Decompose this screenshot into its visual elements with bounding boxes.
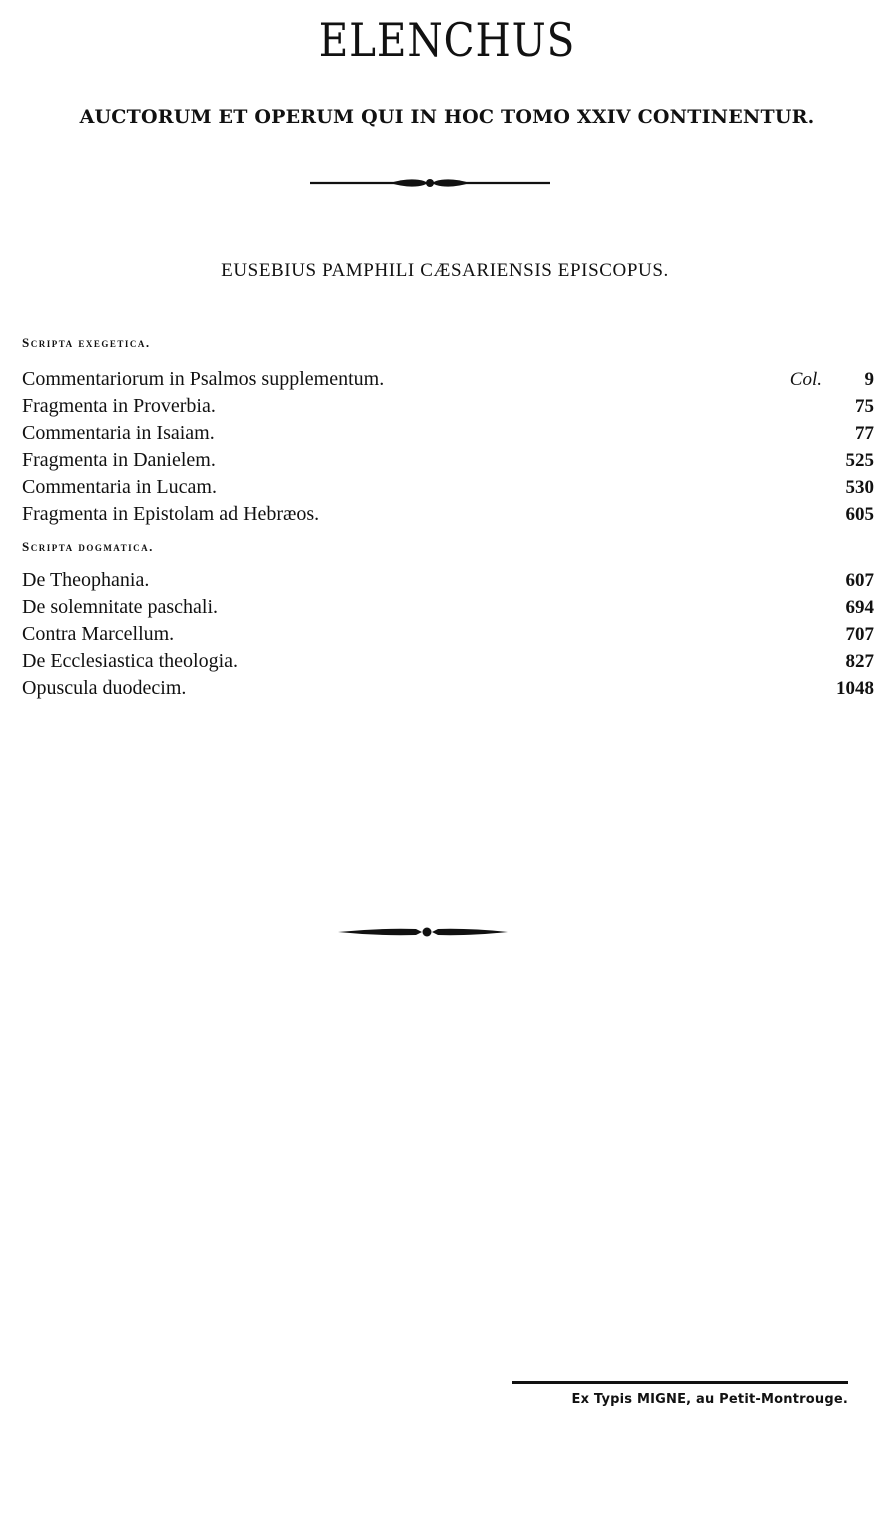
entry-column-number: 607 [845, 570, 874, 591]
entry-title: Fragmenta in Danielem. [22, 449, 216, 471]
toc-entry [22, 366, 874, 393]
entry-column-number: 1048 [836, 678, 874, 699]
toc-entry [22, 648, 874, 675]
section-heading-exegetica: Scripta exegetica. [22, 335, 151, 350]
entry-column-number: 605 [845, 504, 874, 525]
entry-list-dogmatica [22, 567, 874, 702]
entry-title: Commentaria in Isaiam. [22, 422, 215, 444]
ornament-divider-middle [338, 923, 508, 941]
entry-title: Fragmenta in Epistolam ad Hebræos. [22, 503, 320, 525]
toc-entry [22, 594, 874, 621]
ornament-divider-top [310, 175, 550, 191]
entry-column-number: 525 [845, 450, 874, 471]
section-heading-dogmatica: Scripta dogmatica. [22, 539, 154, 554]
toc-entry [22, 501, 874, 528]
entry-column-number: 530 [845, 477, 874, 498]
entry-title: Commentaria in Lucam. [22, 476, 217, 498]
toc-entry [22, 393, 874, 420]
entry-title: Contra Marcellum. [22, 623, 175, 645]
entry-column-number: 827 [845, 651, 874, 672]
toc-entry [22, 621, 874, 648]
entry-column-number: 694 [845, 597, 874, 618]
entry-title: Fragmenta in Proverbia. [22, 395, 216, 417]
entry-list-exegetica [22, 366, 874, 528]
entry-column-number: 75 [855, 396, 874, 417]
column-label: Col. [789, 369, 822, 390]
toc-entry [22, 420, 874, 447]
entry-title: Commentariorum in Psalmos supplementum. [22, 368, 385, 390]
entry-column-number: 77 [855, 423, 874, 444]
entry-title: De Theophania. [22, 569, 150, 591]
toc-entry [22, 447, 874, 474]
printer-imprint: Ex Typis MIGNE, au Petit-Montrouge. [571, 1392, 848, 1407]
footer-rule [512, 1381, 848, 1384]
toc-entry [22, 675, 874, 702]
toc-entry [22, 567, 874, 594]
entry-title: Opuscula duodecim. [22, 677, 187, 699]
page-title: ELENCHUS [318, 13, 576, 67]
entry-column-number: 9 [864, 369, 874, 390]
entry-title: De solemnitate paschali. [22, 596, 219, 618]
page-subtitle: AUCTORUM ET OPERUM QUI IN HOC TOMO XXIV CONTINENTUR. [79, 106, 815, 128]
entry-title: De Ecclesiastica theologia. [22, 650, 239, 672]
toc-entry [22, 474, 874, 501]
entry-column-number: 707 [845, 624, 874, 645]
author-heading: EUSEBIUS PAMPHILI CÆSARIENSIS EPISCOPUS. [221, 260, 669, 281]
